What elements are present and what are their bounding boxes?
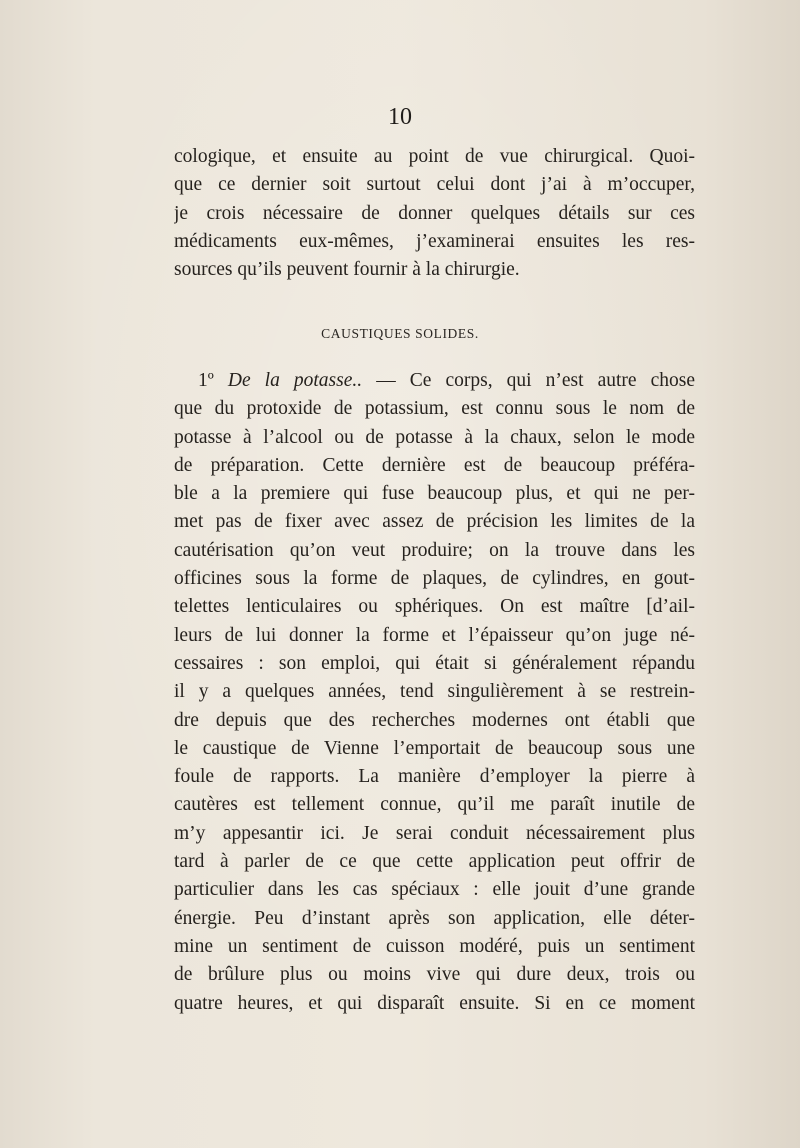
text-line: officines sous la forme de plaques, de cylindres, en gout- [174, 568, 695, 590]
text-line: met pas de fixer avec assez de précision les limites de la [174, 511, 695, 533]
paragraph-title: De la potasse.. [227, 370, 363, 391]
text-line: m’y appesantir ici. Je serai conduit nécessairement plus [174, 822, 695, 844]
text-line: particulier dans les cas spéciaux : elle jouit d’une grande [174, 879, 695, 901]
page-number: 10 [388, 104, 412, 130]
paragraph-number: 1º [198, 370, 214, 391]
text-line: sources qu’ils peuvent fournir à la chirurgie. [174, 259, 520, 281]
text-line: ble a la premiere qui fuse beaucoup plus, et qui ne per- [174, 483, 695, 505]
paragraph-lead-line [174, 367, 695, 395]
paragraph-intro [174, 143, 695, 284]
text-line: de brûlure plus ou moins vive qui dure deux, trois ou [174, 964, 695, 986]
text-line: que ce dernier soit surtout celui dont j’ai à m’occuper, [174, 174, 695, 196]
text-line: énergie. Peu d’instant après son application, elle déter- [174, 907, 695, 929]
text-line: je crois nécessaire de donner quelques détails sur ces [174, 202, 695, 224]
text-line: il y a quelques années, tend singulièrement à se restrein- [174, 681, 695, 703]
text-line: tard à parler de ce que cette application peut offrir de [174, 851, 695, 873]
text-line: leurs de lui donner la forme et l’épaisseur qu’on juge né- [174, 624, 695, 646]
text-line: telettes lenticulaires ou sphériques. On est maître [d’ail- [174, 596, 695, 618]
text-line: dre depuis que des recherches modernes ont établi que [174, 709, 695, 731]
text-line: mine un sentiment de cuisson modéré, puis un sentiment [174, 935, 695, 957]
text-line: cautérisation qu’on veut produire; on la trouve dans les [174, 539, 695, 561]
text-line: potasse à l’alcool ou de potasse à la chaux, selon le mode [174, 426, 695, 448]
text-line: que du protoxide de potassium, est connu sous le nom de [174, 398, 695, 420]
text-line: cologique, et ensuite au point de vue chirurgical. Quoi- [174, 146, 695, 167]
paragraph-lead-text: — Ce corps, qui n’est autre chose [376, 370, 695, 391]
text-line: de préparation. Cette dernière est de beaucoup préféra- [174, 454, 695, 476]
text-line: cessaires : son emploi, qui était si généralement répandu [174, 652, 695, 674]
section-heading: CAUSTIQUES SOLIDES. [321, 326, 479, 341]
paragraph-potasse [174, 367, 695, 1018]
text-line: quatre heures, et qui disparaît ensuite. Si en ce moment [174, 992, 695, 1014]
text-line: cautères est tellement connue, qu’il me paraît inutile de [174, 794, 695, 816]
text-line: foule de rapports. La manière d’employer la pierre à [174, 766, 695, 788]
text-line: médicaments eux-mêmes, j’examinerai ensuites les res- [174, 230, 695, 252]
text-line: le caustique de Vienne l’emportait de beaucoup sous une [174, 737, 695, 759]
